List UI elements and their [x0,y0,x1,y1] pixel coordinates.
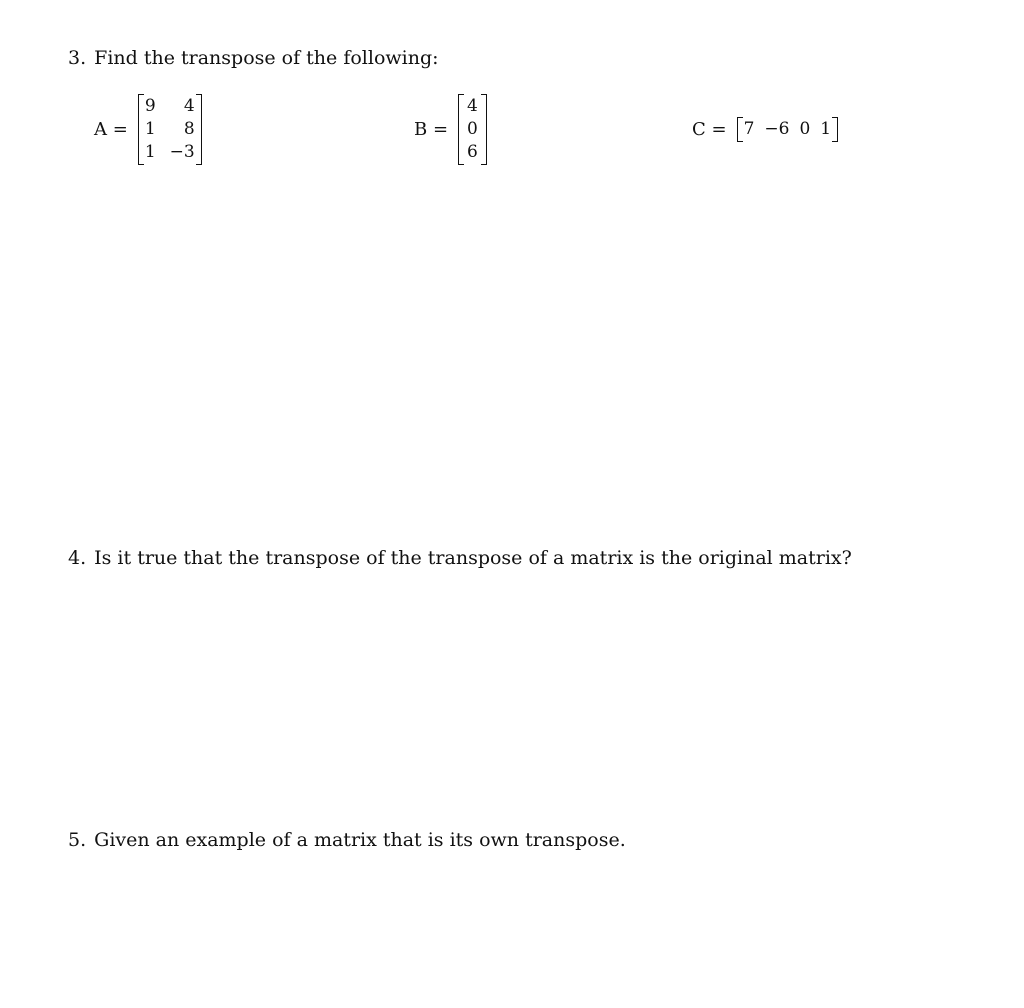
question-4-number: 4. [68,547,87,569]
matrix-cell: 9 [144,95,156,116]
matrix-cell: 1 [144,141,156,162]
matrix-c [741,118,835,141]
question-3-number: 3. [68,47,87,69]
matrix-cell: 4 [467,95,478,116]
matrix-b-brackets [458,94,487,165]
matrix-a-equation [94,92,202,166]
matrix-cell: 8 [183,118,195,139]
matrix-a-label: A = [94,118,128,140]
matrix-c-brackets [737,117,839,142]
matrix-a-brackets [138,94,202,165]
matrix-cell: 6 [467,141,478,162]
question-5-text: Given an example of a matrix that is its own transpose. [94,829,626,851]
question-4-text: Is it true that the transpose of the transpose of a matrix is the original matrix? [94,547,852,569]
matrix-row [462,95,483,118]
matrix-cell: 4 [183,95,195,116]
matrix-cell: 1 [820,118,832,139]
matrix-row [462,118,483,141]
matrix-a [142,95,198,164]
matrix-cell: 0 [467,118,478,139]
matrix-c-equation [692,112,838,146]
question-5-number: 5. [68,829,87,851]
matrix-row [142,118,198,141]
matrix-row [741,118,835,141]
matrix-b-equation [414,92,487,166]
question-3 [68,46,439,70]
matrix-cell: 7 [743,118,755,139]
matrix-cell: −6 [764,118,790,139]
matrix-b [462,95,483,164]
matrix-row [462,141,483,164]
matrix-row [142,141,198,164]
question-5 [68,828,626,852]
matrix-b-label: B = [414,118,449,140]
question-4 [68,546,852,570]
matrix-cell: 1 [144,118,156,139]
matrix-cell: 0 [799,118,811,139]
question-3-text: Find the transpose of the following: [94,47,439,69]
matrix-c-label: C = [692,118,727,140]
matrix-cell: −3 [169,141,195,162]
matrix-row [142,95,198,118]
